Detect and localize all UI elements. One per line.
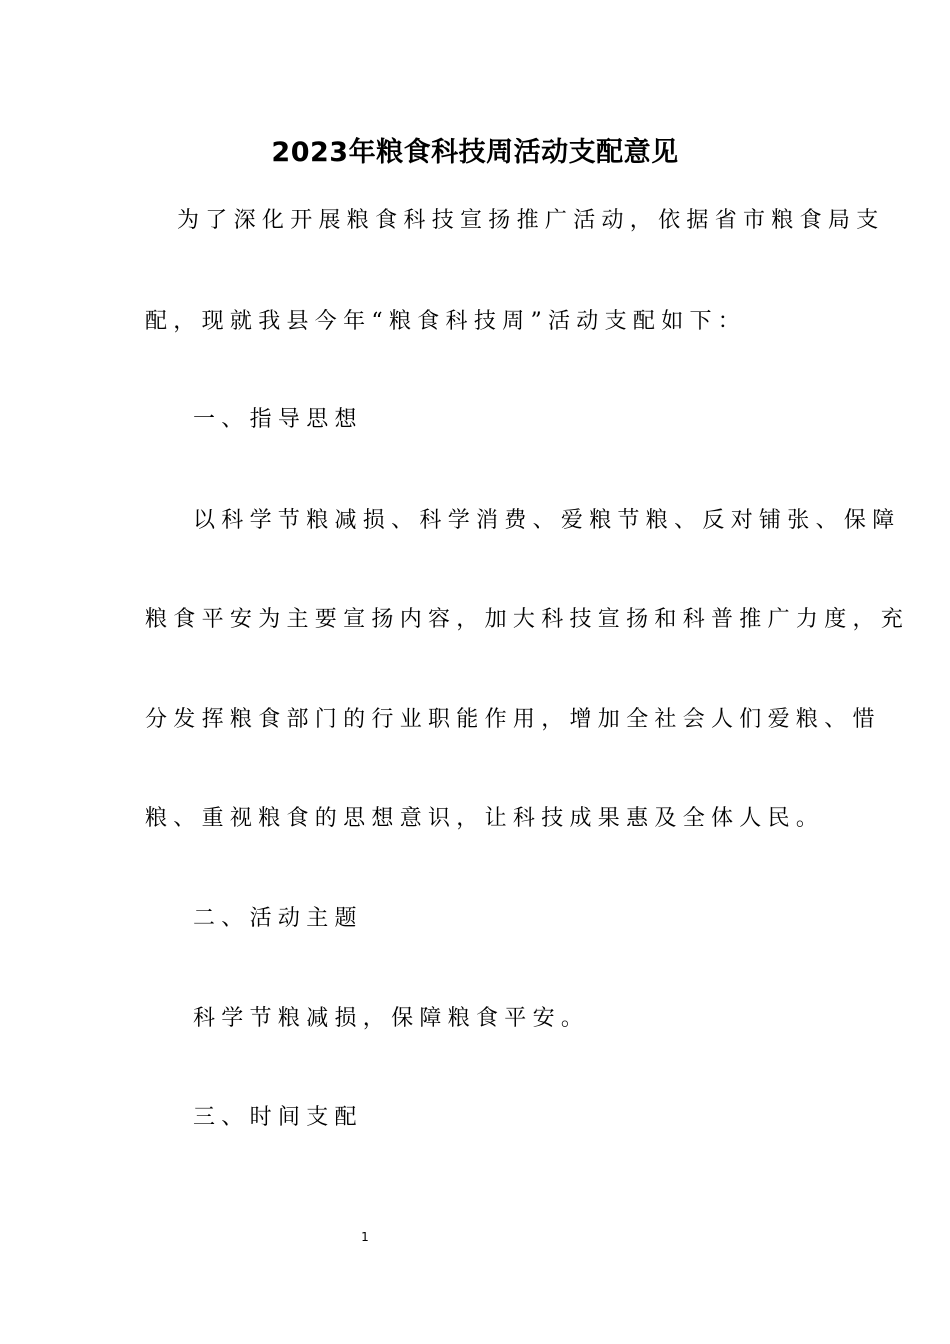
paragraph-intro-line-1: 为了深化开展粮食科技宣扬推广活动，依据省市粮食局支	[177, 208, 885, 233]
paragraph-guiding-line-3: 分发挥粮食部门的行业职能作用，增加全社会人们爱粮、惜	[145, 707, 881, 732]
document-title: 2023年粮食科技周活动支配意见	[271, 137, 679, 168]
paragraph-guiding-line-1: 以科学节粮减损、科学消费、爱粮节粮、反对铺张、保障	[193, 508, 901, 533]
paragraph-theme: 科学节粮减损，保障粮食平安。	[193, 1006, 590, 1031]
section-heading-activity-theme: 二、活动主题	[193, 906, 363, 931]
section-heading-guiding-thought: 一、指导思想	[193, 407, 363, 432]
paragraph-guiding-line-2: 粮食平安为主要宣扬内容，加大科技宣扬和科普推广力度，充	[145, 607, 910, 632]
paragraph-intro-line-2: 配，现就我县今年“粮食科技周”活动支配如下：	[145, 309, 747, 334]
section-heading-schedule: 三、时间支配	[193, 1105, 363, 1130]
page-number: 1	[361, 1230, 369, 1244]
paragraph-guiding-line-4: 粮、重视粮食的思想意识，让科技成果惠及全体人民。	[145, 806, 825, 831]
